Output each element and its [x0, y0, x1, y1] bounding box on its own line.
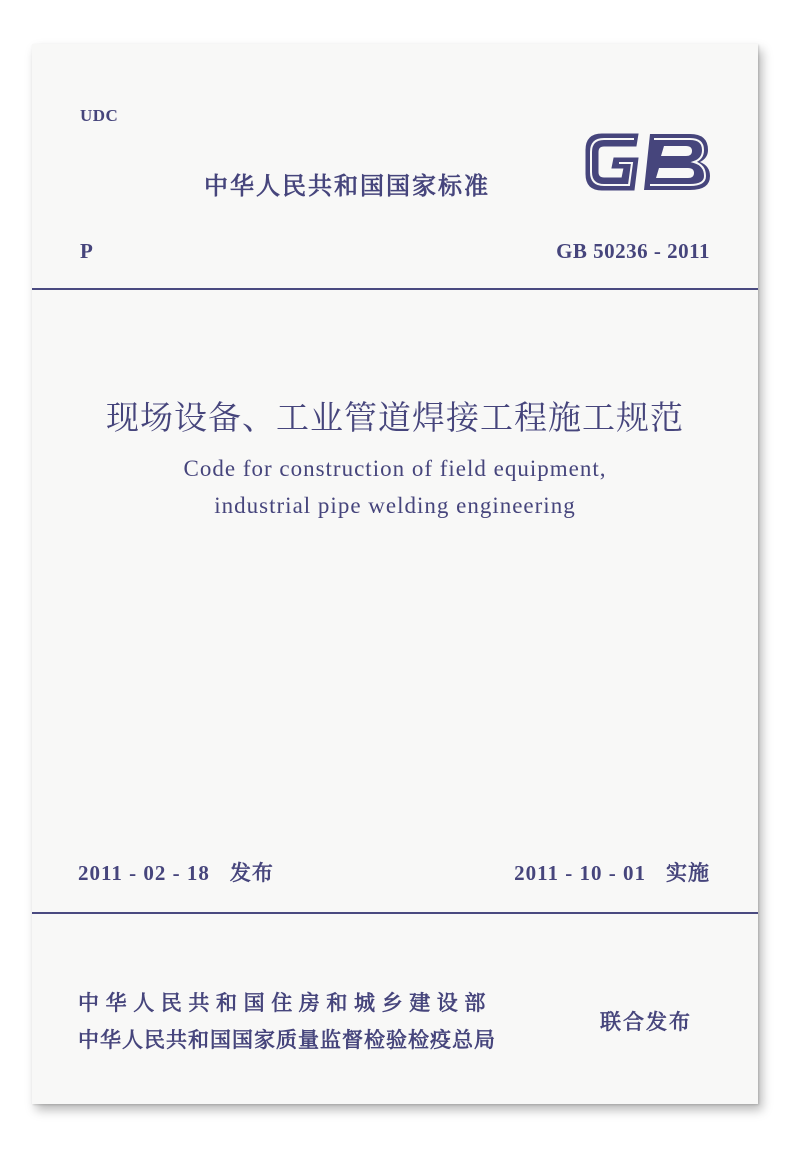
gb-logo-icon: [580, 126, 716, 198]
udc-label: UDC: [80, 106, 119, 125]
national-standard-heading: 中华人民共和国国家标准: [204, 172, 490, 200]
standard-cover: [32, 44, 758, 1104]
joint-release-label: 联合发布: [600, 1010, 692, 1034]
title-english-line-2: industrial pipe welding engineering: [214, 493, 576, 518]
classification-code: P: [80, 239, 93, 263]
bottom-divider: [32, 912, 758, 914]
implement-label: 实施: [666, 861, 710, 885]
implement-date: 2011 - 10 - 01: [514, 861, 646, 885]
publisher-ministry: 中华人民共和国住房和城乡建设部: [78, 991, 492, 1015]
implement-date-group: [514, 857, 710, 887]
top-divider: [32, 288, 758, 290]
issue-label: 发布: [229, 861, 274, 885]
publisher-aqsiq: 中华人民共和国国家质量监督检验检疫总局: [78, 1028, 496, 1052]
title-english-line-1: Code for construction of field equipment,: [183, 456, 607, 481]
title-chinese: 现场设备、工业管道焊接工程施工规范: [106, 398, 684, 437]
issue-date: 2011 - 02 - 18: [78, 861, 210, 885]
issue-date-group: [78, 857, 274, 887]
standard-number: GB 50236 - 2011: [556, 239, 710, 263]
